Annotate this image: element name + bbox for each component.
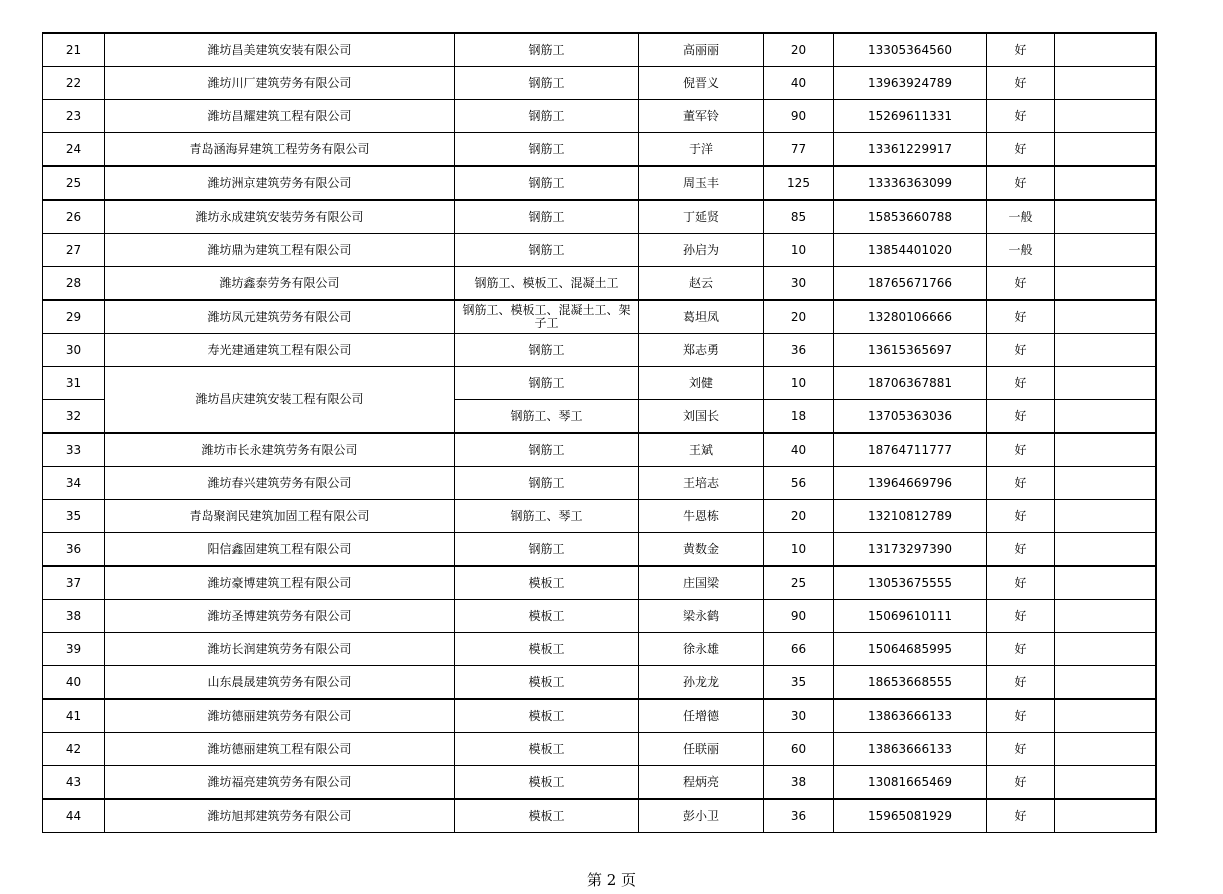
cell-worker-count: 90 [764,600,834,633]
cell-work-type: 钢筋工、模板工、混凝土工 [455,267,639,301]
cell-evaluation: 好 [987,334,1055,367]
table-row [43,566,1156,600]
cell-worker-count: 90 [764,100,834,133]
cell-work-type: 钢筋工、模板工、混凝土工、架子工 [455,300,639,334]
cell-work-type: 模板工 [455,799,639,833]
cell-no: 32 [43,400,105,434]
cell-worker-count: 30 [764,267,834,301]
cell-worker-count: 10 [764,367,834,400]
cell-company: 潍坊市长永建筑劳务有限公司 [105,433,455,467]
cell-contact-name: 孙龙龙 [639,666,764,700]
cell-remark [1055,200,1156,234]
table-row [43,267,1156,301]
cell-contact-name: 王培志 [639,467,764,500]
cell-work-type: 钢筋工 [455,200,639,234]
cell-phone: 13305364560 [834,33,987,67]
cell-work-type: 模板工 [455,600,639,633]
cell-evaluation: 好 [987,267,1055,301]
cell-work-type: 钢筋工 [455,133,639,167]
page-number: 第 2 页 [586,871,637,889]
cell-remark [1055,67,1156,100]
table-row [43,200,1156,234]
cell-evaluation: 好 [987,666,1055,700]
cell-evaluation: 好 [987,300,1055,334]
cell-evaluation: 好 [987,33,1055,67]
cell-work-type: 钢筋工 [455,533,639,567]
cell-company: 潍坊永成建筑安装劳务有限公司 [105,200,455,234]
cell-remark [1055,666,1156,700]
cell-remark [1055,766,1156,800]
cell-worker-count: 77 [764,133,834,167]
cell-no: 39 [43,633,105,666]
cell-work-type: 模板工 [455,699,639,733]
cell-remark [1055,400,1156,434]
cell-worker-count: 36 [764,799,834,833]
cell-company: 潍坊长润建筑劳务有限公司 [105,633,455,666]
table-row [43,533,1156,567]
cell-company: 潍坊昌耀建筑工程有限公司 [105,100,455,133]
cell-work-type: 模板工 [455,633,639,666]
cell-work-type: 模板工 [455,733,639,766]
cell-contact-name: 倪晋义 [639,67,764,100]
cell-contact-name: 丁延贤 [639,200,764,234]
cell-contact-name: 郑志勇 [639,334,764,367]
cell-phone: 13081665469 [834,766,987,800]
table-row [43,166,1156,200]
cell-evaluation: 好 [987,467,1055,500]
cell-worker-count: 40 [764,433,834,467]
cell-no: 35 [43,500,105,533]
cell-no: 40 [43,666,105,700]
cell-phone: 18653668555 [834,666,987,700]
cell-no: 34 [43,467,105,500]
cell-worker-count: 35 [764,666,834,700]
cell-remark [1055,133,1156,167]
table-row [43,300,1156,334]
cell-evaluation: 好 [987,533,1055,567]
cell-worker-count: 66 [764,633,834,666]
cell-phone: 13336363099 [834,166,987,200]
cell-evaluation: 一般 [987,200,1055,234]
cell-phone: 13615365697 [834,334,987,367]
cell-phone: 15064685995 [834,633,987,666]
cell-worker-count: 20 [764,33,834,67]
cell-worker-count: 36 [764,334,834,367]
cell-worker-count: 30 [764,699,834,733]
cell-worker-count: 25 [764,566,834,600]
cell-evaluation: 好 [987,367,1055,400]
cell-worker-count: 85 [764,200,834,234]
cell-worker-count: 18 [764,400,834,434]
cell-remark [1055,100,1156,133]
cell-company: 青岛聚润民建筑加固工程有限公司 [105,500,455,533]
cell-evaluation: 好 [987,566,1055,600]
cell-no: 38 [43,600,105,633]
cell-worker-count: 56 [764,467,834,500]
cell-remark [1055,367,1156,400]
table-row [43,600,1156,633]
cell-remark [1055,533,1156,567]
cell-company: 潍坊鑫泰劳务有限公司 [105,267,455,301]
cell-phone: 13053675555 [834,566,987,600]
table-row [43,799,1156,833]
cell-contact-name: 赵云 [639,267,764,301]
cell-remark [1055,334,1156,367]
cell-no: 22 [43,67,105,100]
cell-worker-count: 125 [764,166,834,200]
cell-company: 潍坊昌美建筑安装有限公司 [105,33,455,67]
cell-remark [1055,699,1156,733]
cell-work-type: 钢筋工、琴工 [455,500,639,533]
cell-contact-name: 庄国梁 [639,566,764,600]
cell-company: 潍坊川厂建筑劳务有限公司 [105,67,455,100]
table-row [43,666,1156,700]
cell-phone: 13173297390 [834,533,987,567]
cell-evaluation: 好 [987,633,1055,666]
table-row [43,433,1156,467]
cell-evaluation: 好 [987,766,1055,800]
cell-remark [1055,600,1156,633]
cell-contact-name: 任增德 [639,699,764,733]
cell-work-type: 钢筋工 [455,234,639,267]
table-row [43,633,1156,666]
cell-work-type: 钢筋工 [455,334,639,367]
cell-company: 潍坊旭邦建筑劳务有限公司 [105,799,455,833]
cell-company: 寿光建通建筑工程有限公司 [105,334,455,367]
cell-remark [1055,166,1156,200]
table-row [43,367,1156,400]
cell-work-type: 钢筋工 [455,100,639,133]
cell-company: 潍坊福亮建筑劳务有限公司 [105,766,455,800]
cell-company: 潍坊昌庆建筑安装工程有限公司 [105,367,455,434]
cell-company: 潍坊豪博建筑工程有限公司 [105,566,455,600]
cell-phone: 15853660788 [834,200,987,234]
cell-no: 37 [43,566,105,600]
cell-evaluation: 一般 [987,234,1055,267]
cell-no: 33 [43,433,105,467]
cell-no: 23 [43,100,105,133]
cell-work-type: 钢筋工 [455,467,639,500]
cell-remark [1055,33,1156,67]
cell-remark [1055,267,1156,301]
cell-contact-name: 梁永鹤 [639,600,764,633]
cell-company: 潍坊洲京建筑劳务有限公司 [105,166,455,200]
cell-phone: 13863666133 [834,733,987,766]
table-row [43,334,1156,367]
cell-company: 潍坊春兴建筑劳务有限公司 [105,467,455,500]
cell-remark [1055,433,1156,467]
cell-evaluation: 好 [987,67,1055,100]
table-row [43,699,1156,733]
cell-worker-count: 38 [764,766,834,800]
cell-no: 26 [43,200,105,234]
cell-remark [1055,799,1156,833]
cell-phone: 13963924789 [834,67,987,100]
cell-no: 41 [43,699,105,733]
cell-worker-count: 40 [764,67,834,100]
cell-phone: 15069610111 [834,600,987,633]
cell-work-type: 钢筋工 [455,166,639,200]
cell-no: 24 [43,133,105,167]
cell-contact-name: 任联丽 [639,733,764,766]
table-row [43,500,1156,533]
cell-company: 潍坊鼎为建筑工程有限公司 [105,234,455,267]
table-row [43,766,1156,800]
cell-work-type: 钢筋工 [455,433,639,467]
cell-company: 山东晨晟建筑劳务有限公司 [105,666,455,700]
cell-evaluation: 好 [987,600,1055,633]
cell-contact-name: 周玉丰 [639,166,764,200]
cell-company: 潍坊凤元建筑劳务有限公司 [105,300,455,334]
cell-contact-name: 刘健 [639,367,764,400]
cell-remark [1055,234,1156,267]
table-row [43,234,1156,267]
cell-worker-count: 10 [764,234,834,267]
cell-phone: 13280106666 [834,300,987,334]
table-row [43,67,1156,100]
cell-evaluation: 好 [987,699,1055,733]
cell-phone: 18706367881 [834,367,987,400]
cell-evaluation: 好 [987,799,1055,833]
cell-work-type: 模板工 [455,566,639,600]
cell-contact-name: 刘国长 [639,400,764,434]
cell-no: 30 [43,334,105,367]
cell-contact-name: 葛坦凤 [639,300,764,334]
cell-contact-name: 彭小卫 [639,799,764,833]
cell-evaluation: 好 [987,733,1055,766]
cell-remark [1055,733,1156,766]
cell-phone: 13863666133 [834,699,987,733]
table-row [43,467,1156,500]
cell-company: 潍坊德丽建筑劳务有限公司 [105,699,455,733]
cell-contact-name: 徐永雄 [639,633,764,666]
cell-worker-count: 20 [764,300,834,334]
cell-no: 29 [43,300,105,334]
cell-phone: 18764711777 [834,433,987,467]
cell-evaluation: 好 [987,433,1055,467]
table-row [43,133,1156,167]
cell-phone: 15965081929 [834,799,987,833]
cell-worker-count: 60 [764,733,834,766]
cell-remark [1055,467,1156,500]
cell-evaluation: 好 [987,500,1055,533]
cell-remark [1055,633,1156,666]
cell-phone: 13964669796 [834,467,987,500]
cell-evaluation: 好 [987,166,1055,200]
cell-contact-name: 牛恩栋 [639,500,764,533]
cell-work-type: 钢筋工 [455,67,639,100]
cell-evaluation: 好 [987,133,1055,167]
cell-phone: 13854401020 [834,234,987,267]
cell-evaluation: 好 [987,400,1055,434]
cell-remark [1055,300,1156,334]
cell-company: 潍坊圣博建筑劳务有限公司 [105,600,455,633]
cell-company: 青岛涵海昇建筑工程劳务有限公司 [105,133,455,167]
cell-no: 27 [43,234,105,267]
cell-work-type: 钢筋工、琴工 [455,400,639,434]
table-row [43,33,1156,67]
cell-contact-name: 孙启为 [639,234,764,267]
cell-worker-count: 10 [764,533,834,567]
cell-contact-name: 高丽丽 [639,33,764,67]
cell-contact-name: 董军铃 [639,100,764,133]
cell-remark [1055,566,1156,600]
cell-no: 44 [43,799,105,833]
cell-contact-name: 黄数金 [639,533,764,567]
cell-contact-name: 程炳亮 [639,766,764,800]
cell-work-type: 模板工 [455,666,639,700]
cell-evaluation: 好 [987,100,1055,133]
cell-work-type: 模板工 [455,766,639,800]
cell-no: 42 [43,733,105,766]
cell-work-type: 钢筋工 [455,367,639,400]
cell-no: 25 [43,166,105,200]
cell-no: 21 [43,33,105,67]
cell-contact-name: 于洋 [639,133,764,167]
cell-no: 31 [43,367,105,400]
cell-worker-count: 20 [764,500,834,533]
cell-remark [1055,500,1156,533]
cell-phone: 18765671766 [834,267,987,301]
subcontractor-table [42,32,1157,833]
cell-work-type: 钢筋工 [455,33,639,67]
cell-company: 潍坊德丽建筑工程有限公司 [105,733,455,766]
table-row [43,100,1156,133]
cell-no: 28 [43,267,105,301]
cell-contact-name: 王斌 [639,433,764,467]
cell-phone: 13361229917 [834,133,987,167]
cell-phone: 15269611331 [834,100,987,133]
cell-phone: 13705363036 [834,400,987,434]
cell-phone: 13210812789 [834,500,987,533]
cell-no: 43 [43,766,105,800]
table-row [43,733,1156,766]
cell-no: 36 [43,533,105,567]
cell-company: 阳信鑫固建筑工程有限公司 [105,533,455,567]
